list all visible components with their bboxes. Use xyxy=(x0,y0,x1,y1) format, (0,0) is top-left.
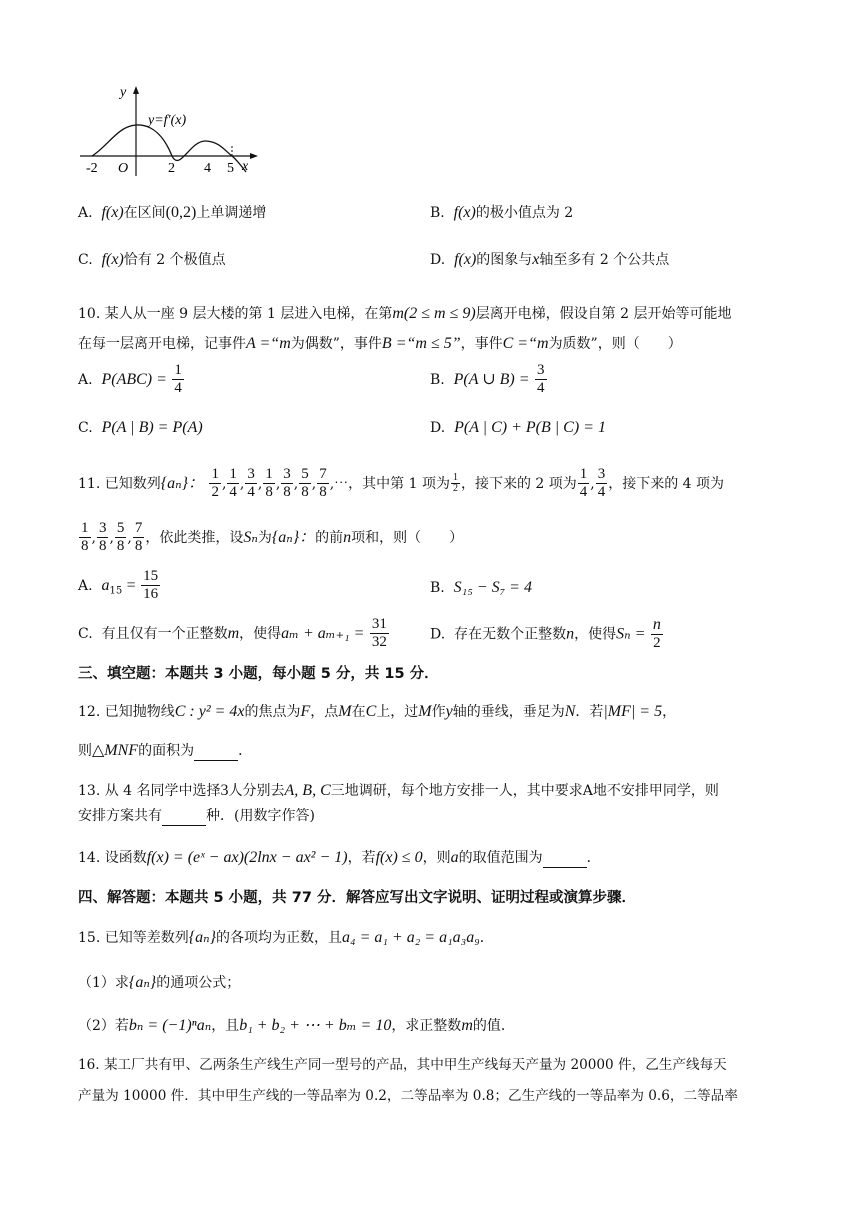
q11-line1: 11. 已知数列{aₙ}： $\frac{1}{2}$ , $\frac{1}{4}$ , $\frac{3}{4}$ , $\frac{1}{8}$ , $\frac{3}{8}$ , $\frac{5}{8}$ , $\frac{7}{8}$ ,⋯，其中第 1 项为 $\frac{1}{2}$ ，接下来的 2 项为 $\frac{1}{4}$ , $\frac{3}{4}$ ，接下来的 4 项为 xyxy=(78,466,725,501)
q16-line2: 产量为 10000 件．其中甲生产线的一等品率为 0.2，二等品率为 0.8；乙生产线的一等品率为 0.6，二等品率 xyxy=(78,1088,738,1104)
q12-line1: 12. 已知抛物线C : y² = 4x的焦点为F，点M在C上，过M作y轴的垂线，垂足为N．若|MF| = 5， xyxy=(78,703,677,720)
tick-label-2: 2 xyxy=(168,161,175,176)
q10-option-c[interactable]: C. P(A | B) = P(A) xyxy=(78,419,203,436)
q12-line2: 则△MNF的面积为 ． xyxy=(78,742,253,759)
q10-line2: 在每一层离开电梯，记事件A =“m为偶数”，事件B =“m ≤ 5”，事件C =“m为质数”，则（ ） xyxy=(78,335,682,352)
answer-blank[interactable] xyxy=(543,850,587,868)
q9-option-c[interactable]: C. f(x)恰有 2 个极值点 xyxy=(78,251,226,268)
origin-label: O xyxy=(118,161,129,176)
q15-line1: 15. 已知等差数列{aₙ}的各项均为正数，且a₄ = a₁ + a₂ = a₁a₃a₉． xyxy=(78,929,494,946)
q13-line1: 13. 从 4 名同学中选择3人分别去A, B, C三地调研，每个地方安排一人，其中要求A地不安排甲同学，则 xyxy=(78,782,719,799)
curve-label: y=f′(x) xyxy=(148,113,187,128)
q15-part2: （2）若bₙ = (−1)ⁿaₙ，且b₁ + b₂ + ⋯ + bₘ = 10，求正整数m的值． xyxy=(78,1017,515,1034)
q10-option-b[interactable]: B. P(A ∪ B) = $\frac{3}{4}$ xyxy=(430,362,545,397)
section3-heading: 三、填空题：本题共 3 小题，每小题 5 分，共 15 分． xyxy=(78,666,439,682)
q9-option-a[interactable]: A. f(x)在区间(0,2)上单调递增 xyxy=(78,204,267,221)
tick-label-4: 4 xyxy=(204,161,211,176)
q13-line2: 安排方案共有 种．(用数字作答) xyxy=(78,808,315,824)
tick-label-5: 5 xyxy=(227,161,234,176)
answer-blank[interactable] xyxy=(194,743,238,761)
q11-option-b[interactable]: B. S₁₅ − S₇ = 4 xyxy=(430,579,532,596)
q10-option-a[interactable]: A. P(ABC) = $\frac{1}{4}$ xyxy=(78,362,182,397)
section4-heading: 四、解答题：本题共 5 小题，共 77 分．解答应写出文字说明、证明过程或演算步骤． xyxy=(78,890,636,906)
answer-blank[interactable] xyxy=(162,808,206,826)
q10-line1: 10. 某人从一座 9 层大楼的第 1 层进入电梯，在第m(2 ≤ m ≤ 9)层离开电梯，假设自第 2 层开始等可能地 xyxy=(78,305,732,322)
q9-option-b[interactable]: B. f(x)的极小值点为 2 xyxy=(430,204,574,221)
q14-line: 14. 设函数f(x) = (eˣ − ax)(2lnx − ax² − 1)，若f(x) ≤ 0，则a的取值范围为 ． xyxy=(78,849,601,866)
q11-line2: $\frac{1}{8}$ , $\frac{3}{8}$ , $\frac{5}{8}$ , $\frac{7}{8}$ ，依此类推，设Sₙ为{aₙ}：的前n项和，则（ ） xyxy=(81,520,464,555)
derivative-graph xyxy=(74,80,264,180)
q11-option-a[interactable]: A. $a_{15}$ = $\frac{15}{16}$ xyxy=(78,568,159,603)
q11-option-d[interactable]: D. 存在无数个正整数n，使得Sₙ = $\frac{n}{2}$ xyxy=(430,616,661,652)
q16-line1: 16. 某工厂共有甲、乙两条生产线生产同一型号的产品，其中甲生产线每天产量为 20000 件，乙生产线每天 xyxy=(78,1057,727,1073)
q15-part1: （1）求{aₙ}的通项公式； xyxy=(78,974,241,991)
tick-label-neg2: -2 xyxy=(86,161,98,176)
y-axis-label: y xyxy=(120,85,127,100)
q10-option-d[interactable]: D. P(A | C) + P(B | C) = 1 xyxy=(430,419,606,436)
q9-option-d[interactable]: D. f(x)的图象与x轴至多有 2 个公共点 xyxy=(430,251,670,268)
y-axis-arrow xyxy=(133,86,139,94)
x-axis-arrow xyxy=(250,153,258,159)
q11-option-c[interactable]: C. 有且仅有一个正整数m，使得aₘ + aₘ₊₁ = $\frac{31}{32}$ xyxy=(78,616,387,651)
x-axis-label: x xyxy=(242,159,249,174)
